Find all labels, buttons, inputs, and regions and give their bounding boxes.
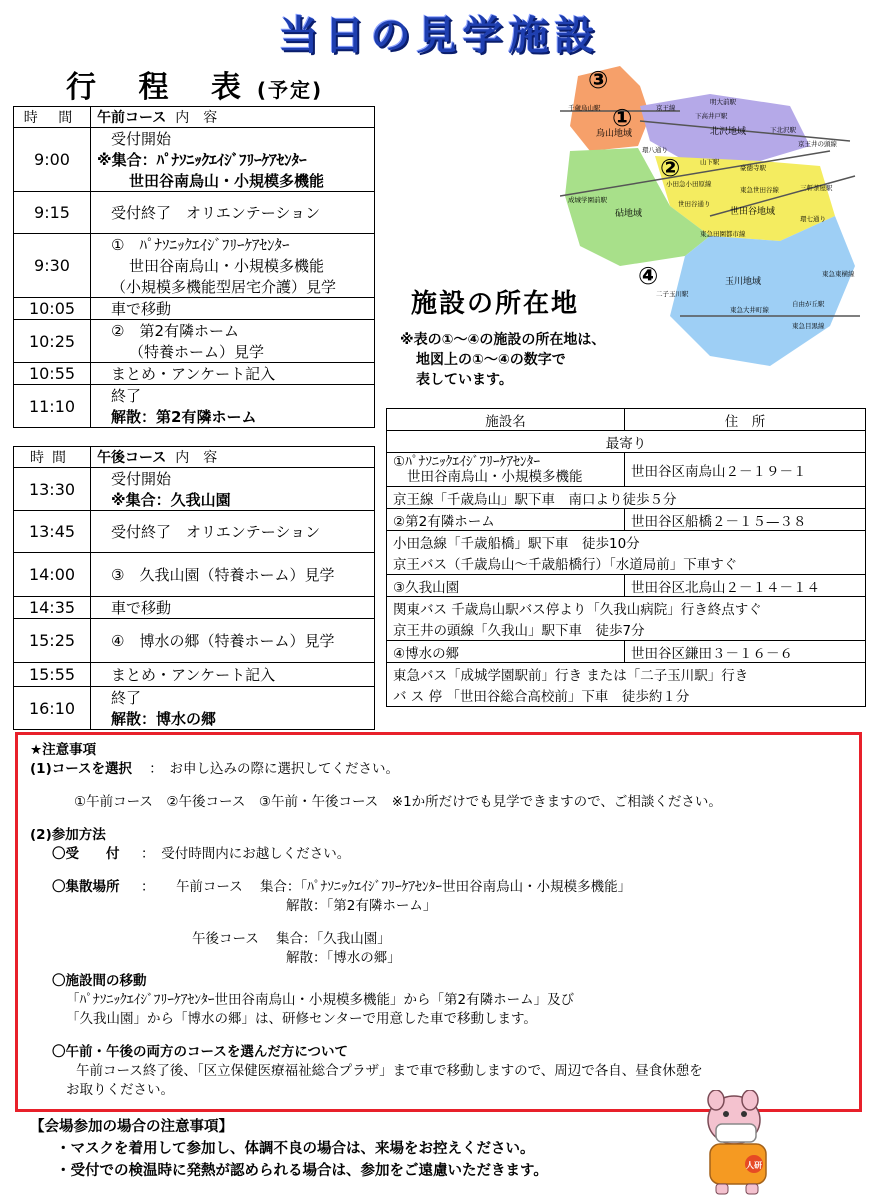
notes-heading: ★注意事項 xyxy=(30,742,97,758)
page-title: 当日の見学施設 xyxy=(278,13,601,59)
am-content: 受付開始 ※集合：ﾊﾟﾅｿﾆｯｸｴｲｼﾞﾌﾘｰｹｱｾﾝﾀｰ 世田谷南烏山・小規模多機能 xyxy=(91,128,375,192)
am-header-course: 午前コース 内 容 xyxy=(91,107,375,128)
facility-header-station: 最寄り xyxy=(387,431,866,453)
facility-name: ③久我山園 xyxy=(387,575,625,597)
notes-participation-heading: (2)参加方法 xyxy=(30,827,106,843)
map-station: 環八通り xyxy=(642,146,668,154)
notes-course-select: (1)コースを選択 ： お申し込みの際に選択してください。 xyxy=(30,761,399,777)
pm-row xyxy=(14,597,375,619)
notes-pm-gather: 午後コース 集合：「久我山園」 xyxy=(192,931,391,947)
am-row xyxy=(14,363,375,385)
facility-access-row xyxy=(387,663,866,685)
facility-access: 京王井の頭線「久我山」駅下車 徒歩7分 xyxy=(387,619,866,641)
map-marker: ① xyxy=(612,104,633,132)
facility-row xyxy=(387,453,866,487)
notes-reception: 〇受 付 ： 受付時間内にお越しください。 xyxy=(52,846,351,862)
notes-both-line: お取りください。 xyxy=(66,1082,174,1098)
schedule-title xyxy=(66,62,323,106)
pm-row xyxy=(14,553,375,597)
am-time: 9:00 xyxy=(14,128,91,192)
pm-schedule-table xyxy=(13,446,375,730)
map-station: 成城学園前駅 xyxy=(568,196,607,204)
am-time: 11:10 xyxy=(14,385,91,428)
pm-row xyxy=(14,663,375,687)
facility-access: 東急バス「成城学園駅前」行き または「二子玉川駅」行き xyxy=(387,663,866,685)
pm-time: 13:45 xyxy=(14,511,91,553)
onsite-heading: 【会場参加の場合の注意事項】 xyxy=(30,1119,233,1135)
map-station: 東急東横線 xyxy=(822,270,855,278)
am-content: ① ﾊﾟﾅｿﾆｯｸｴｲｼﾞﾌﾘｰｹｱｾﾝﾀｰ 世田谷南烏山・小規模多機能 （小規模多機能型居宅介護）見学 xyxy=(91,234,375,298)
am-content: 受付終了 オリエンテーション xyxy=(91,192,375,234)
pm-content: 終了 解散：博水の郷 xyxy=(91,687,375,730)
mascot-illustration xyxy=(694,1090,780,1196)
pm-header-row xyxy=(14,447,375,468)
map-station: 東急大井町線 xyxy=(730,306,769,314)
map-marker: ② xyxy=(660,154,681,182)
pm-time: 13:30 xyxy=(14,468,91,511)
am-content: 車で移動 xyxy=(91,298,375,320)
map-station: 明大前駅 xyxy=(710,98,736,106)
map-area-label: 砧地域 xyxy=(615,209,643,219)
map-station: 東急世田谷線 xyxy=(740,186,779,194)
pm-content: 受付開始 ※集合：久我山園 xyxy=(91,468,375,511)
facility-name: ④博水の郷 xyxy=(387,641,625,663)
mascot-badge: 人研 xyxy=(746,1161,762,1170)
facility-access-row xyxy=(387,597,866,619)
pm-content: ④ 博水の郷（特養ホーム）見学 xyxy=(91,619,375,663)
notes-move-line: 「久我山園」から「博水の郷」は、研修センターで用意した車で移動します。 xyxy=(66,1011,537,1027)
am-row xyxy=(14,298,375,320)
facility-access-row xyxy=(387,553,866,575)
notes-box xyxy=(15,732,862,1112)
am-time: 10:25 xyxy=(14,320,91,363)
facility-access: 小田急線「千歳船橋」駅下車 徒歩10分 xyxy=(387,531,866,553)
facility-row xyxy=(387,509,866,531)
facility-access-row xyxy=(387,685,866,707)
location-title: 施設の所在地 xyxy=(411,289,580,319)
pm-row xyxy=(14,511,375,553)
pm-time: 15:55 xyxy=(14,663,91,687)
schedule-title-sub: (予定) xyxy=(256,78,324,102)
map-marker: ③ xyxy=(588,66,609,94)
facility-address: 世田谷区鎌田３－１６－６ xyxy=(625,641,866,663)
map-station: 東急目黒線 xyxy=(792,322,825,330)
map-station: 京王線 xyxy=(656,104,676,112)
am-schedule-table xyxy=(13,106,375,428)
pm-row xyxy=(14,468,375,511)
am-content: 終了 解散：第2有隣ホーム xyxy=(91,385,375,428)
facility-access-row xyxy=(387,487,866,509)
pm-header-time: 時間 xyxy=(14,447,91,468)
map-station: 下北沢駅 xyxy=(770,126,796,134)
pm-content: まとめ・アンケート記入 xyxy=(91,663,375,687)
pm-time: 15:25 xyxy=(14,619,91,663)
notes-course-options: ①午前コース ②午後コース ③午前・午後コース ※1か所だけでも見学できますので、ご相談ください。 xyxy=(74,794,722,810)
pm-time: 16:10 xyxy=(14,687,91,730)
map-station: 千歳烏山駅 xyxy=(568,104,601,112)
pm-content: 車で移動 xyxy=(91,597,375,619)
map-station: 世田谷通り xyxy=(678,200,711,208)
facility-header-station-row xyxy=(387,431,866,453)
mask-icon xyxy=(716,1124,756,1142)
am-time: 10:55 xyxy=(14,363,91,385)
pm-content: 受付終了 オリエンテーション xyxy=(91,511,375,553)
am-row xyxy=(14,128,375,192)
map-marker: ④ xyxy=(638,262,659,290)
map-station: 二子玉川駅 xyxy=(656,290,689,298)
schedule-title-main: 行 程 表 xyxy=(66,70,257,105)
am-header-row xyxy=(14,107,375,128)
facility-access: 京王線「千歳烏山」駅下車 南口より徒歩５分 xyxy=(387,487,866,509)
facility-access: バ ス 停 「世田谷総合高校前」下車 徒歩約１分 xyxy=(387,685,866,707)
map-station: 自由が丘駅 xyxy=(792,300,825,308)
map-station: 京王井の頭線 xyxy=(798,140,837,148)
am-row xyxy=(14,385,375,428)
facility-header-address: 住 所 xyxy=(625,409,866,431)
am-row xyxy=(14,192,375,234)
notes-pm-disperse: 解散：「博水の郷」 xyxy=(286,950,401,966)
am-time: 9:30 xyxy=(14,234,91,298)
map-area-label: 世田谷地域 xyxy=(730,207,776,217)
facility-row xyxy=(387,575,866,597)
map-station: 豪徳寺駅 xyxy=(740,164,766,172)
facility-name: ①ﾊﾟﾅｿﾆｯｸｴｲｼﾞﾌﾘｰｹｱｾﾝﾀｰ 世田谷南烏山・小規模多機能 xyxy=(387,453,625,487)
facility-table xyxy=(386,408,866,707)
location-note: ※表の①～④の施設の所在地は、 地図上の①～④の数字で 表しています。 xyxy=(400,332,606,388)
facility-access: 京王バス（千歳烏山～千歳船橋行）「水道局前」下車すぐ xyxy=(387,553,866,575)
notes-both-line: 午前コース終了後、「区立保健医療福祉総合プラザ」まで車で移動しますので、周辺で各自、昼食休憩を xyxy=(76,1063,703,1079)
pm-content: ③ 久我山園（特養ホーム）見学 xyxy=(91,553,375,597)
map-area-label: 玉川地域 xyxy=(725,277,762,287)
am-time: 9:15 xyxy=(14,192,91,234)
pm-time: 14:35 xyxy=(14,597,91,619)
notes-venue: 〇集散場所 ： 午前コース 集合：「ﾊﾟﾅｿﾆｯｸｴｲｼﾞﾌﾘｰｹｱｾﾝﾀｰ世田谷南烏山・小規模多機能」 xyxy=(52,879,632,895)
facility-name: ②第2有隣ホーム xyxy=(387,509,625,531)
am-time: 10:05 xyxy=(14,298,91,320)
onsite-line: ・マスクを着用して参加し、体調不良の場合は、来場をお控えください。 xyxy=(56,1141,535,1157)
notes-am-disperse: 解散：「第2有隣ホーム」 xyxy=(286,898,437,914)
notes-move-line: 「ﾊﾟﾅｿﾆｯｸｴｲｼﾞﾌﾘｰｹｱｾﾝﾀｰ世田谷南烏山・小規模多機能」から「第2有隣ホーム」及び xyxy=(66,992,575,1008)
notes-move-heading: 〇施設間の移動 xyxy=(52,973,147,989)
facility-access-row xyxy=(387,531,866,553)
facility-header-name: 施設名 xyxy=(387,409,625,431)
map-area-label: 北沢地域 xyxy=(710,127,747,137)
am-content: ② 第2有隣ホーム （特養ホーム）見学 xyxy=(91,320,375,363)
map-station: 山下駅 xyxy=(700,158,720,166)
facility-address: 世田谷区南烏山２－１９－１ xyxy=(625,453,866,487)
pm-row xyxy=(14,619,375,663)
am-row xyxy=(14,234,375,298)
facility-access-row xyxy=(387,619,866,641)
map-station: 東急田園都市線 xyxy=(700,230,746,238)
am-content: まとめ・アンケート記入 xyxy=(91,363,375,385)
pm-header-course: 午後コース 内 容 xyxy=(91,447,375,468)
facility-access: 関東バス 千歳烏山駅バス停より「久我山病院」行き終点すぐ xyxy=(387,597,866,619)
map-area-label: 烏山地域 xyxy=(596,129,633,139)
onsite-notes xyxy=(30,1116,548,1182)
facility-header-row xyxy=(387,409,866,431)
facility-address: 世田谷区船橋２－１５—３８ xyxy=(625,509,866,531)
facility-address: 世田谷区北烏山２－１４－１４ xyxy=(625,575,866,597)
facility-row xyxy=(387,641,866,663)
pm-row xyxy=(14,687,375,730)
am-header-time: 時 間 xyxy=(14,107,91,128)
am-row xyxy=(14,320,375,363)
map-station: 環七通り xyxy=(800,215,826,223)
map-station: 小田急小田原線 xyxy=(666,180,712,188)
onsite-line: ・受付での検温時に発熱が認められる場合は、参加をご遠慮いただきます。 xyxy=(56,1163,548,1179)
pm-time: 14:00 xyxy=(14,553,91,597)
map-station: 三軒茶屋駅 xyxy=(800,184,833,192)
notes-both-heading: 〇午前・午後の両方のコースを選んだ方について xyxy=(52,1044,349,1060)
map-station: 下高井戸駅 xyxy=(695,112,728,120)
